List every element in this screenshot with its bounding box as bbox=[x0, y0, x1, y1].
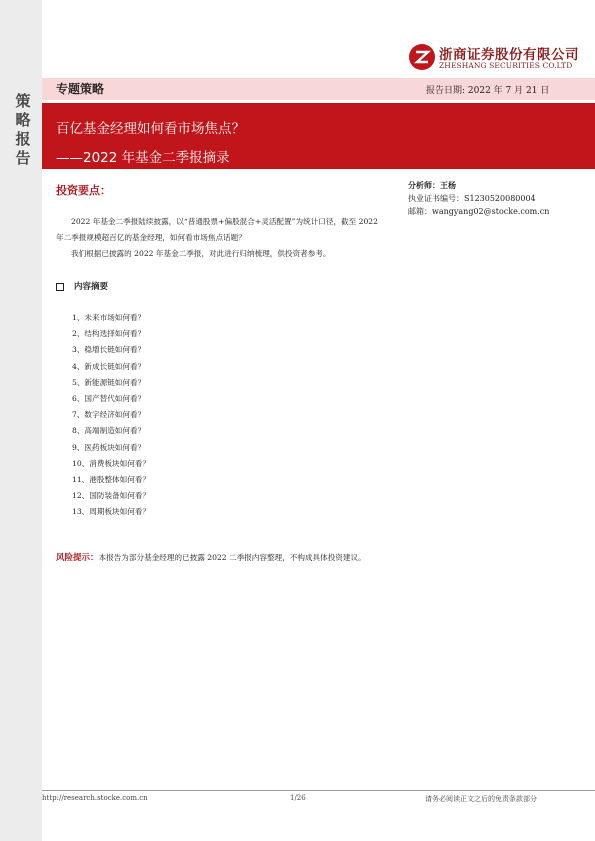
checkbox-bullet-icon bbox=[56, 283, 64, 291]
contents-heading bbox=[56, 280, 108, 292]
contents-item: 2、结构选择如何看？ bbox=[72, 329, 146, 339]
contents-item: 12、国防装备如何看？ bbox=[72, 491, 151, 501]
report-type-vertical-title bbox=[15, 92, 31, 168]
contents-item: 7、数字经济如何看？ bbox=[72, 410, 146, 420]
contents-item: 10、消费板块如何看？ bbox=[72, 458, 151, 468]
report-subtitle: ——2022 年基金二季报摘录 bbox=[56, 150, 230, 166]
page-number: 1/26 bbox=[290, 794, 306, 802]
company-logo bbox=[408, 43, 578, 77]
footer-divider bbox=[42, 790, 595, 791]
investment-points-para-1: 2022 年基金二季报陆续披露，以“普通股票+偏股混合+灵活配置”为统计口径，截至 2022 年二季报规模超百亿的基金经理，如何看市场焦点话题？ bbox=[56, 217, 378, 242]
report-type-char: 报 bbox=[15, 130, 31, 148]
analyst-info bbox=[408, 179, 549, 218]
contents-item: 5、新能源链如何看？ bbox=[72, 377, 146, 387]
risk-label: 风险提示： bbox=[56, 553, 99, 563]
report-date: 报告日期: 2022 年 7 月 21 日 bbox=[426, 86, 550, 96]
report-type-char: 略 bbox=[15, 111, 31, 129]
analyst-cert-number: 执业证书编号：S1230520080004 bbox=[408, 194, 536, 203]
logo-company-name-en: ZHESHANG SECURITIES CO.LTD bbox=[439, 61, 573, 70]
report-category: 专题策略 bbox=[56, 82, 105, 96]
investment-points-para-2: 我们根据已披露的 2022 年基金二季报，对此进行归纳梳理，供投资者参考。 bbox=[71, 249, 331, 258]
risk-disclosure bbox=[56, 550, 396, 566]
investment-points-heading: 投资要点： bbox=[56, 184, 111, 197]
contents-item: 8、高端制造如何看？ bbox=[72, 426, 146, 436]
contents-heading-label: 内容摘要 bbox=[74, 282, 109, 292]
contents-item: 6、国产替代如何看？ bbox=[72, 393, 146, 403]
contents-item: 13、周期板块如何看？ bbox=[72, 507, 151, 517]
contents-item: 11、港股整体如何看？ bbox=[72, 474, 151, 484]
risk-text: 本报告为部分基金经理的已披露 2022 二季报内容整理，不构成具体投资建议。 bbox=[98, 553, 366, 562]
contents-list bbox=[72, 310, 150, 520]
analyst-name: 分析师：王杨 bbox=[408, 180, 456, 190]
logo-company-name-cn: 浙商证券股份有限公司 bbox=[439, 47, 579, 63]
footer-url[interactable]: http://research.stocke.com.cn bbox=[42, 794, 148, 802]
report-type-char: 告 bbox=[15, 149, 31, 167]
footer-disclaimer-note: 请务必阅读正文之后的免责条款部分 bbox=[425, 795, 537, 803]
logo-mark-icon bbox=[408, 43, 436, 71]
contents-item: 9、医药板块如何看？ bbox=[72, 442, 146, 452]
contents-item: 1、未来市场如何看？ bbox=[72, 313, 146, 322]
report-title: 百亿基金经理如何看市场焦点？ bbox=[56, 121, 245, 137]
contents-item: 4、新成长链如何看？ bbox=[72, 361, 146, 371]
analyst-email[interactable]: 邮箱：wangyang02@stocke.com.cn bbox=[408, 207, 550, 216]
contents-item: 3、稳增长链如何看？ bbox=[72, 345, 146, 355]
report-type-char: 策 bbox=[15, 92, 31, 110]
